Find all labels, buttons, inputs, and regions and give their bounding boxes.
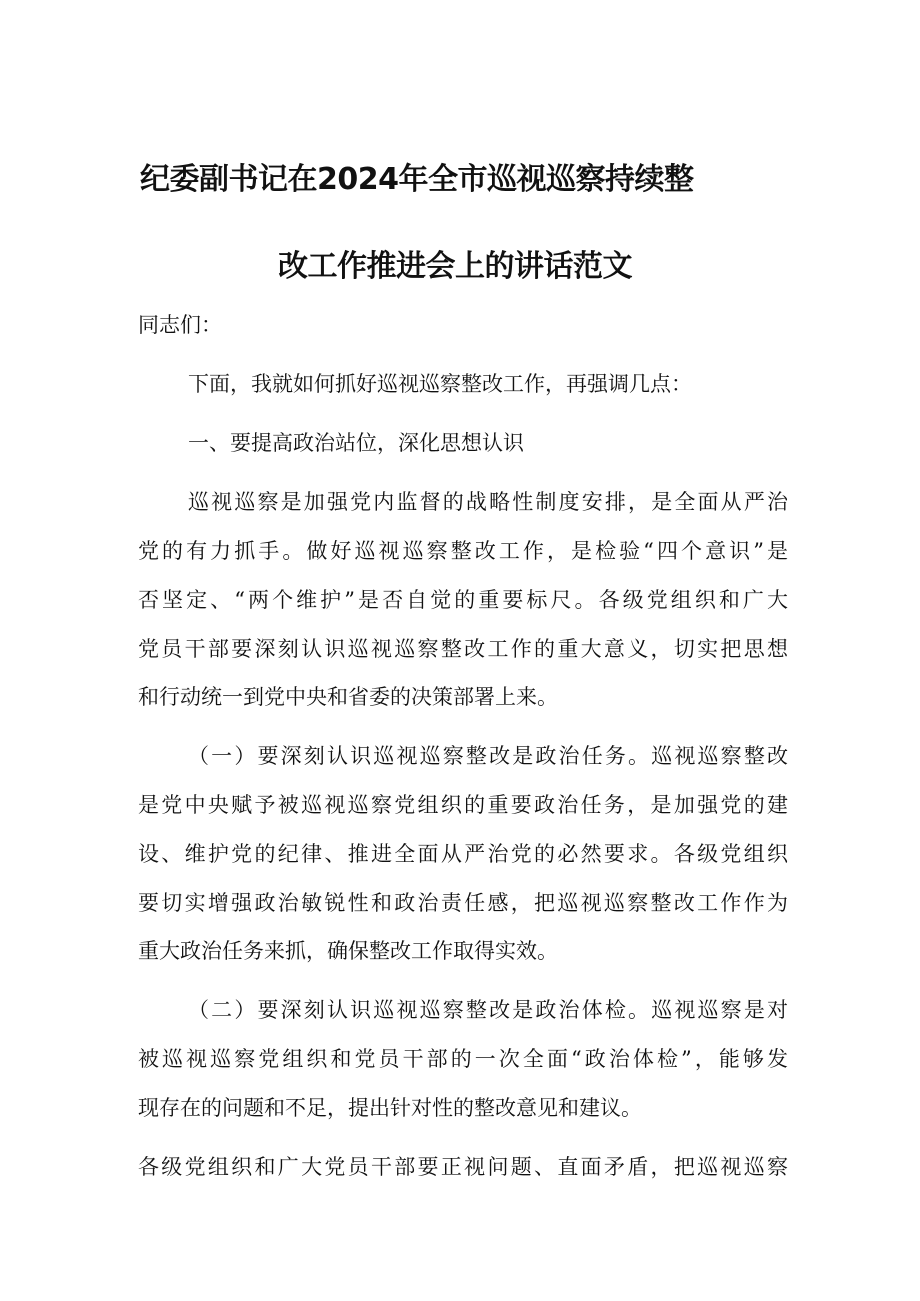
document-title-line-2: 改工作推进会上的讲话范文 [278, 249, 632, 284]
para-1-line: 否坚定、“两个维护”是否自觉的重要标尺。各级党组织和广大 [138, 588, 788, 612]
para-3-line: （二）要深刻认识巡视巡察整改是政治体检。巡视巡察是对 [188, 998, 788, 1022]
para-3-line: 被巡视巡察党组织和党员干部的一次全面“政治体检”，能够发 [138, 1047, 788, 1071]
intro-paragraph: 下面，我就如何抓好巡视巡察整改工作，再强调几点： [188, 372, 692, 396]
para-3-line: 现存在的问题和不足，提出针对性的整改意见和建议。 [138, 1096, 642, 1120]
para-2-line: 设、维护党的纪律、推进全面从严治党的必然要求。各级党组织 [138, 842, 788, 866]
para-2-line: （一）要深刻认识巡视巡察整改是政治任务。巡视巡察整改 [188, 744, 788, 768]
para-4-line: 各级党组织和广大党员干部要正视问题、直面矛盾，把巡视巡察 [138, 1155, 788, 1179]
para-1-line: 和行动统一到党中央和省委的决策部署上来。 [138, 685, 558, 709]
para-2-line: 是党中央赋予被巡视巡察党组织的重要政治任务，是加强党的建 [138, 793, 788, 817]
para-1-line: 巡视巡察是加强党内监督的战略性制度安排，是全面从严治 [188, 490, 788, 514]
para-1-line: 党员干部要深刻认识巡视巡察整改工作的重大意义，切实把思想 [138, 637, 788, 661]
section-1-heading: 一、要提高政治站位，深化思想认识 [188, 431, 524, 455]
para-1-line: 党的有力抓手。做好巡视巡察整改工作，是检验“四个意识”是 [138, 539, 788, 563]
para-2-line: 要切实增强政治敏锐性和政治责任感，把巡视巡察整改工作作为 [138, 891, 788, 915]
salutation: 同志们： [138, 313, 222, 337]
para-2-line: 重大政治任务来抓，确保整改工作取得实效。 [138, 939, 558, 963]
document-title-line-1: 纪委副书记在2024年全市巡视巡察持续整 [140, 162, 694, 197]
